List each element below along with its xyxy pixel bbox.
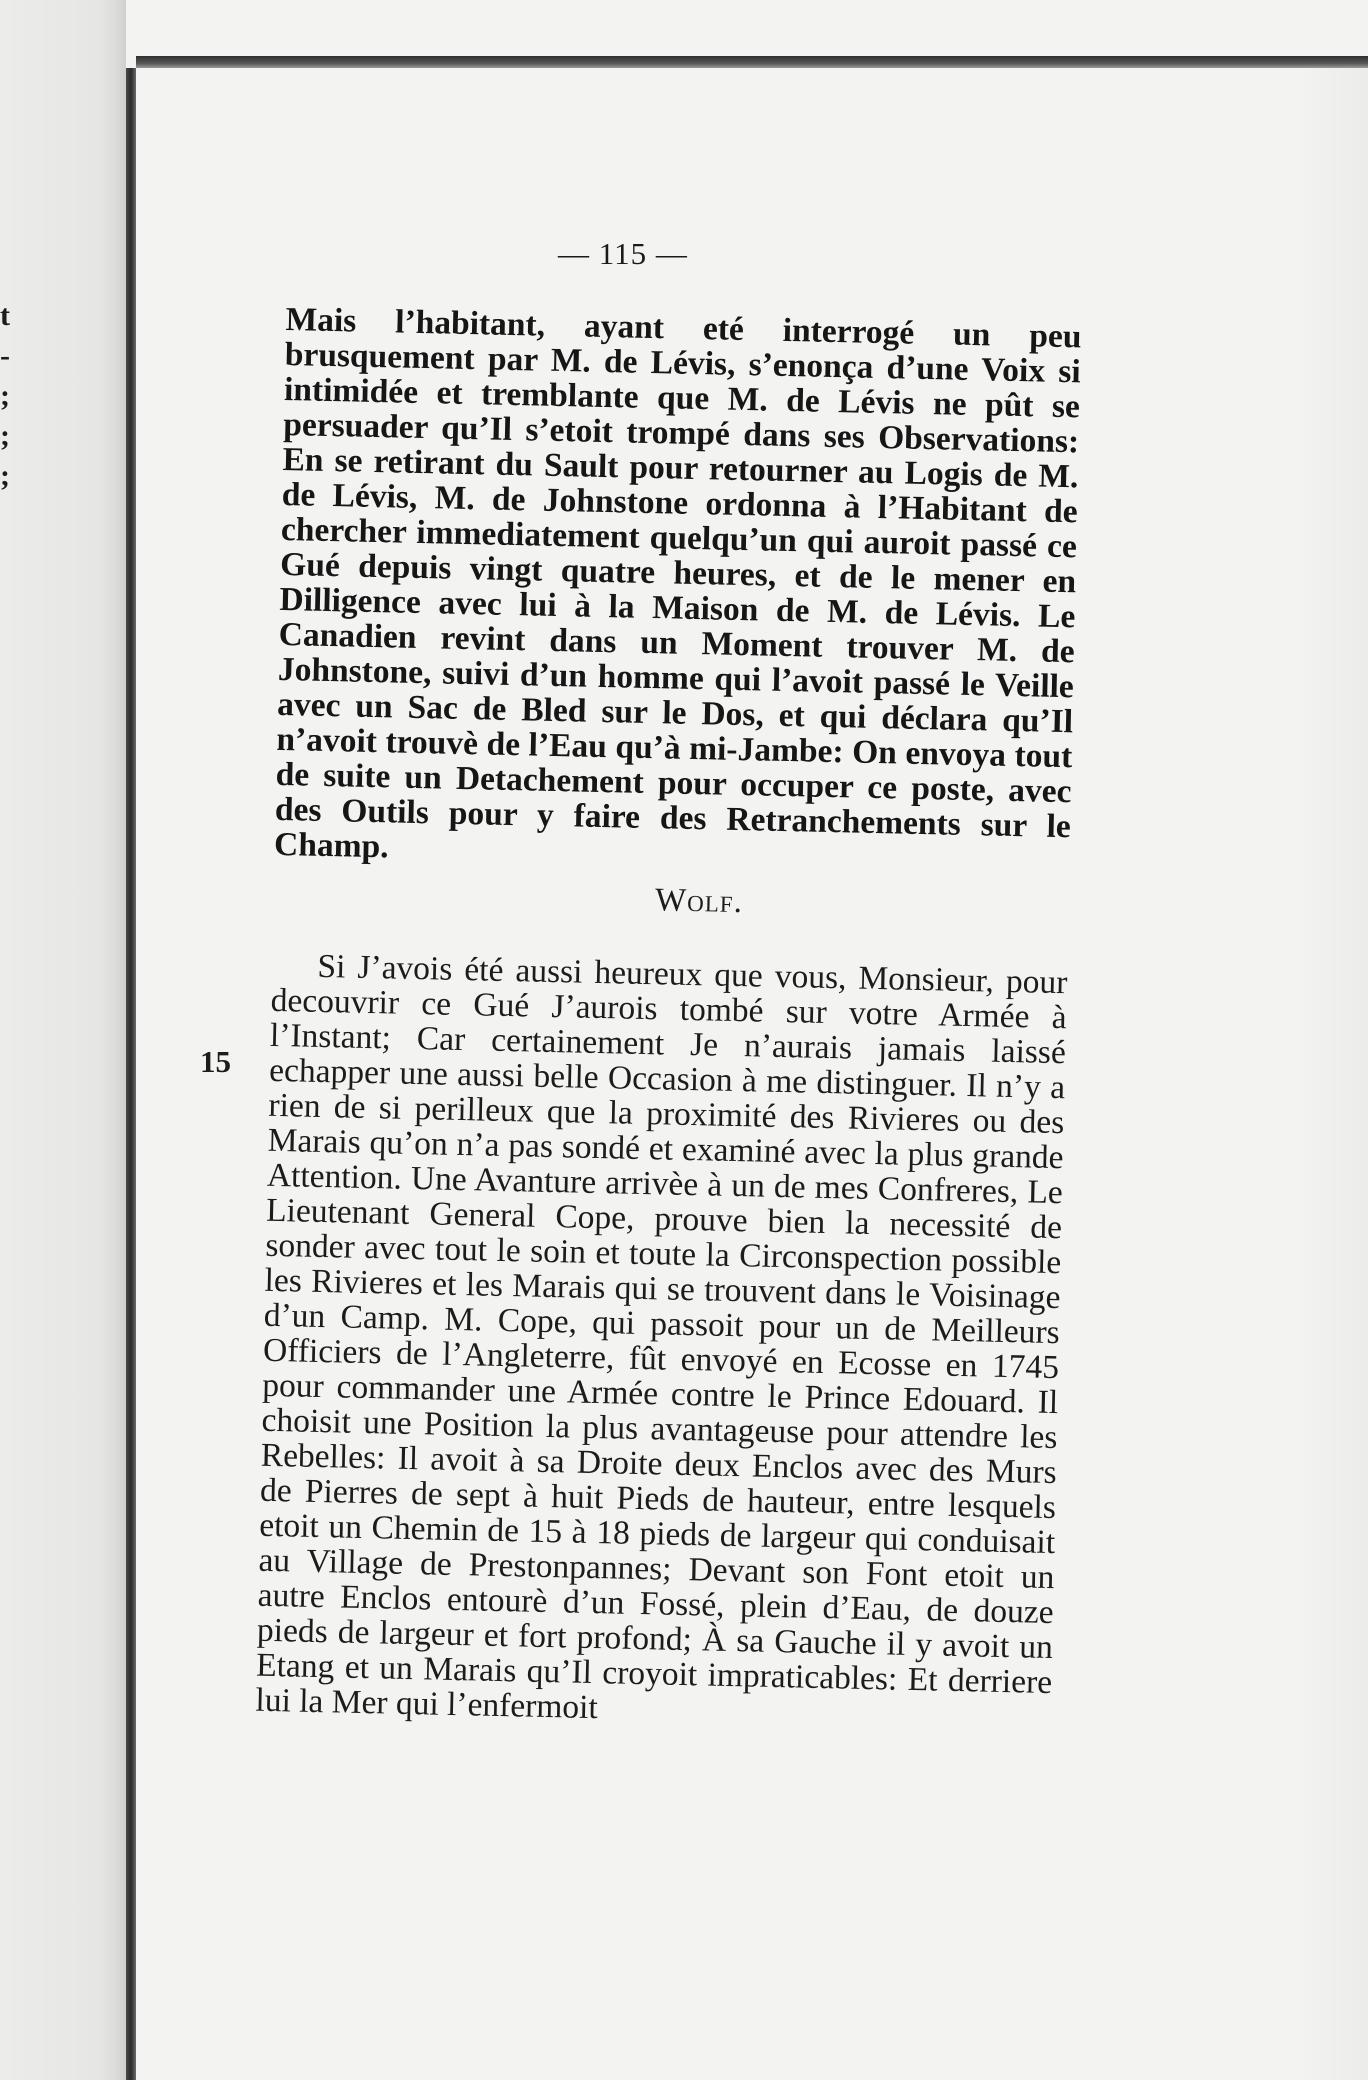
facing-page-text-fragments: t - ; ; ;	[0, 299, 10, 492]
page-body	[255, 302, 1082, 1735]
paragraph-wolf-reply: Si J’avois été aussi heureux que vous, Monsieur, pour decouvrir ce Gué J’aurois tombé sur votre Armée à l’Instant; Car certainement Je n’aurais jamais laissé echapper une aussi belle Occasion à me distinguer. Il n’y a rien de si perilleux que la proximité des Rivieres ou des Marais qu’on n’a pas sondé et examiné avec la plus grande Attention. Une Avanture arrivèe à un de mes Confreres, Le Lieutenant General Cope, prouve bien la necessité de sonder avec tout le soin et toute la Circonspection possible les Rivieres et les Marais qui se trouvent dans le Voisinage d’un Camp. M. Cope, qui passoit pour un de Meilleurs Officiers de l’Angleterre, fût envoyé en Ecosse en 1745 pour commander une Armée contre le Prince Edouard. Il choisit une Position la plus avantageuse pour attendre les Rebelles: Il avoit à sa Droite deux Enclos avec des Murs de Pierres de sept à huit Pieds de hauteur, entre lesquels etoit un Chemin de 15 à 18 pieds de largeur qui conduisait au Village de Prestonpannes; Devant son Font etoit un autre Enclos entourè d’un Fossé, plein d’Eau, de douze pieds de largeur et fort profond; À sa Gauche il y avoit un Etang et un Marais qu’Il croyoit impraticables: Et derriere lui la Mer qui l’enfermoit	[255, 947, 1068, 1727]
speaker-heading-wolf: Wolf.	[654, 882, 744, 921]
page-right-edge	[1298, 68, 1368, 2080]
book-spine-shadow	[126, 68, 136, 2080]
page-top-shadow	[136, 56, 1368, 68]
paragraph-levis-narrative: Mais l’habitant, ayant eté interrogé un peu brusquement par M. de Lévis, s’enonça d’une Voix si intimidée et tremblante que M. de Lévis ne pût se persuader qu’Il s’etoit trompé dans ses Observations: En se retirant du Sault pour retourner au Logis de M. de Lévis, M. de Johnstone ordonna à l’Habitant de chercher immediatement quelqu’un qui auroit passé ce Gué depuis vingt quatre heures, et de le mener en Dilligence avec lui à la Maison de M. de Lévis. Le Canadien revint dans un Moment trouver M. de Johnstone, suivi d’un homme qui l’avoit passé le Veille avec un Sac de Bled sur le Dos, et qui déclara qu’Il n’avoit trouvè de l’Eau qu’à mi-Jambe: On envoya tout de suite un Detachement pour occuper ce poste, avec des Outils pour y faire des Retranchements sur le Champ.	[273, 301, 1082, 866]
page-number: — 115 —	[558, 236, 688, 271]
facing-page-edge	[0, 0, 126, 2080]
margin-line-number: 15	[200, 1044, 231, 1079]
